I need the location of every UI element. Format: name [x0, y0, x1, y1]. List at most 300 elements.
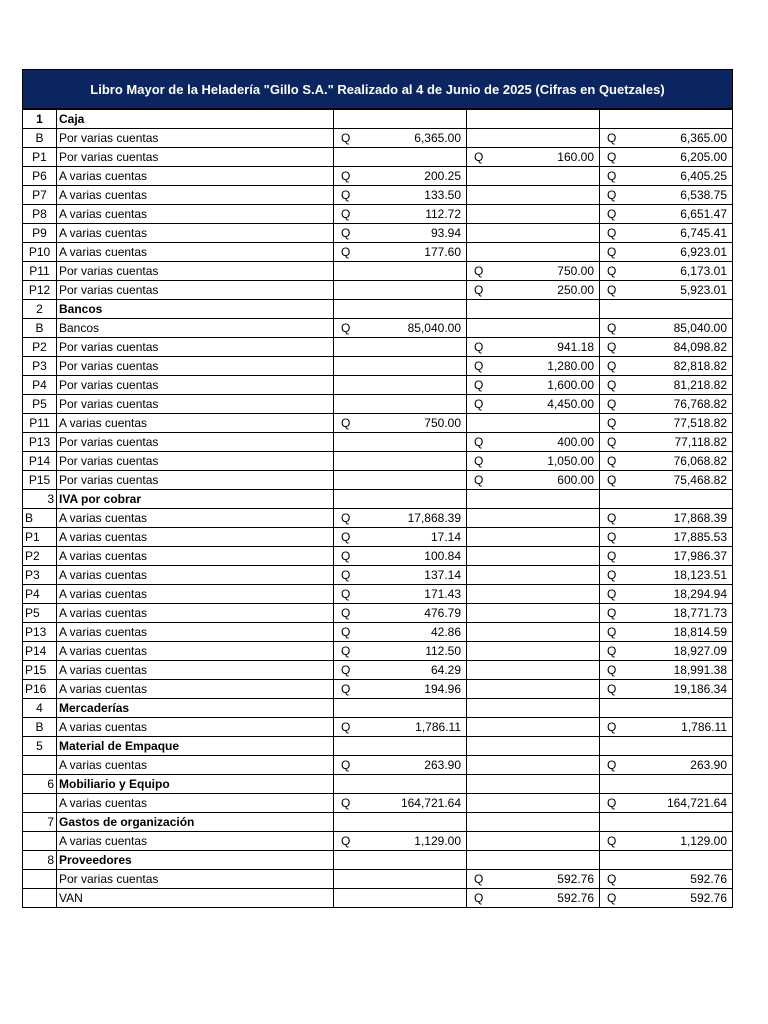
debe-cell — [334, 509, 467, 528]
debe-cell — [334, 813, 467, 832]
amount-value: 133.50 — [424, 188, 461, 202]
saldo-cell — [600, 737, 733, 756]
debe-cell — [334, 661, 467, 680]
debe-cell — [334, 870, 467, 889]
entry-description: Por varias cuentas — [57, 870, 334, 889]
entry-reference: P10 — [23, 243, 57, 262]
saldo-cell — [600, 281, 733, 300]
saldo-cell — [600, 452, 733, 471]
entry-description: A varias cuentas — [57, 186, 334, 205]
account-header-row — [23, 851, 733, 870]
debe-cell — [334, 433, 467, 452]
ledger-entry-row — [23, 528, 733, 547]
account-name: Mobiliario y Equipo — [57, 775, 334, 794]
amount-value: 84,098.82 — [673, 340, 727, 354]
amount-value: 476.79 — [424, 606, 461, 620]
amount-value: 6,365.00 — [414, 131, 461, 145]
amount-value: 42.86 — [430, 625, 461, 639]
amount-value: 18,814.59 — [673, 625, 727, 639]
debe-cell — [334, 281, 467, 300]
currency-symbol: Q — [474, 872, 484, 886]
entry-description: Por varias cuentas — [57, 471, 334, 490]
ledger-entry-row — [23, 319, 733, 338]
entry-reference: P7 — [23, 186, 57, 205]
currency-symbol: Q — [607, 644, 617, 658]
entry-reference: P4 — [23, 376, 57, 395]
amount-value: 17,986.37 — [673, 549, 727, 563]
account-name: Mercaderías — [57, 699, 334, 718]
debe-cell — [334, 148, 467, 167]
entry-reference — [23, 832, 57, 851]
haber-cell — [467, 490, 600, 509]
amount-value: 263.90 — [690, 758, 727, 772]
ledger-sheet — [22, 69, 733, 908]
currency-symbol: Q — [341, 796, 351, 810]
currency-symbol: Q — [341, 530, 351, 544]
entry-reference — [23, 756, 57, 775]
saldo-cell — [600, 604, 733, 623]
ledger-entry-row — [23, 756, 733, 775]
saldo-cell — [600, 661, 733, 680]
entry-reference: B — [23, 718, 57, 737]
amount-value: 112.72 — [425, 207, 461, 221]
currency-symbol: Q — [607, 511, 617, 525]
entry-reference: P5 — [23, 395, 57, 414]
saldo-cell — [600, 205, 733, 224]
currency-symbol: Q — [607, 378, 617, 392]
entry-description: A varias cuentas — [57, 642, 334, 661]
haber-cell — [467, 718, 600, 737]
currency-symbol: Q — [607, 207, 617, 221]
haber-cell — [467, 566, 600, 585]
entry-reference: P16 — [23, 680, 57, 699]
debe-cell — [334, 414, 467, 433]
currency-symbol: Q — [607, 872, 617, 886]
debe-cell — [334, 376, 467, 395]
debe-cell — [334, 623, 467, 642]
amount-value: 4,450.00 — [547, 397, 594, 411]
currency-symbol: Q — [607, 549, 617, 563]
haber-cell — [467, 737, 600, 756]
saldo-cell — [600, 870, 733, 889]
currency-symbol: Q — [341, 758, 351, 772]
entry-description: Por varias cuentas — [57, 338, 334, 357]
ledger-entry-row — [23, 376, 733, 395]
amount-value: 112.50 — [425, 644, 461, 658]
currency-symbol: Q — [607, 796, 617, 810]
currency-symbol: Q — [341, 834, 351, 848]
amount-value: 1,786.11 — [415, 720, 461, 734]
saldo-cell — [600, 756, 733, 775]
currency-symbol: Q — [474, 264, 484, 278]
debe-cell — [334, 775, 467, 794]
debe-cell — [334, 604, 467, 623]
haber-cell — [467, 357, 600, 376]
saldo-cell — [600, 490, 733, 509]
ledger-entry-row — [23, 794, 733, 813]
amount-value: 93.94 — [430, 226, 461, 240]
account-number: 7 — [23, 813, 57, 832]
haber-cell — [467, 129, 600, 148]
currency-symbol: Q — [474, 359, 484, 373]
saldo-cell — [600, 813, 733, 832]
amount-value: 1,129.00 — [680, 834, 727, 848]
currency-symbol: Q — [607, 283, 617, 297]
currency-symbol: Q — [341, 245, 351, 259]
haber-cell — [467, 167, 600, 186]
debe-cell — [334, 547, 467, 566]
currency-symbol: Q — [607, 891, 617, 905]
amount-value: 75,468.82 — [673, 473, 727, 487]
currency-symbol: Q — [607, 131, 617, 145]
saldo-cell — [600, 889, 733, 908]
haber-cell — [467, 756, 600, 775]
entry-description: A varias cuentas — [57, 794, 334, 813]
ledger-entry-row — [23, 661, 733, 680]
ledger-entry-row — [23, 224, 733, 243]
currency-symbol: Q — [341, 188, 351, 202]
amount-value: 18,123.51 — [673, 568, 727, 582]
amount-value: 164,721.64 — [666, 796, 727, 810]
haber-cell — [467, 604, 600, 623]
haber-cell — [467, 281, 600, 300]
entry-reference: P13 — [23, 623, 57, 642]
currency-symbol: Q — [607, 473, 617, 487]
amount-value: 177.60 — [424, 245, 461, 259]
saldo-cell — [600, 680, 733, 699]
amount-value: 250.00 — [557, 283, 594, 297]
debe-cell — [334, 889, 467, 908]
amount-value: 18,991.38 — [673, 663, 727, 677]
entry-description: Por varias cuentas — [57, 376, 334, 395]
amount-value: 592.76 — [690, 891, 727, 905]
entry-description: A varias cuentas — [57, 680, 334, 699]
haber-cell — [467, 262, 600, 281]
entry-reference: P3 — [23, 566, 57, 585]
haber-cell — [467, 186, 600, 205]
entry-reference: P14 — [23, 642, 57, 661]
currency-symbol: Q — [341, 663, 351, 677]
haber-cell — [467, 376, 600, 395]
saldo-cell — [600, 547, 733, 566]
saldo-cell — [600, 623, 733, 642]
entry-reference: B — [23, 509, 57, 528]
saldo-cell — [600, 585, 733, 604]
account-number: 5 — [23, 737, 57, 756]
entry-reference: P4 — [23, 585, 57, 604]
debe-cell — [334, 243, 467, 262]
currency-symbol: Q — [341, 587, 351, 601]
saldo-cell — [600, 699, 733, 718]
ledger-entry-row — [23, 471, 733, 490]
entry-reference: P2 — [23, 547, 57, 566]
account-name: Proveedores — [57, 851, 334, 870]
haber-cell — [467, 433, 600, 452]
ledger-entry-row — [23, 148, 733, 167]
entry-description: A varias cuentas — [57, 604, 334, 623]
entry-reference: P1 — [23, 148, 57, 167]
haber-cell — [467, 452, 600, 471]
amount-value: 1,600.00 — [547, 378, 594, 392]
saldo-cell — [600, 319, 733, 338]
ledger-entry-row — [23, 186, 733, 205]
debe-cell — [334, 205, 467, 224]
saldo-cell — [600, 338, 733, 357]
debe-cell — [334, 338, 467, 357]
debe-cell — [334, 129, 467, 148]
haber-cell — [467, 870, 600, 889]
account-header-row — [23, 490, 733, 509]
ledger-entry-row — [23, 642, 733, 661]
haber-cell — [467, 832, 600, 851]
ledger-entry-row — [23, 623, 733, 642]
saldo-cell — [600, 395, 733, 414]
haber-cell — [467, 110, 600, 129]
entry-reference — [23, 870, 57, 889]
haber-cell — [467, 300, 600, 319]
amount-value: 18,294.94 — [673, 587, 727, 601]
entry-description: A varias cuentas — [57, 718, 334, 737]
entry-reference: B — [23, 129, 57, 148]
amount-value: 6,173.01 — [680, 264, 727, 278]
currency-symbol: Q — [474, 891, 484, 905]
amount-value: 171.43 — [424, 587, 461, 601]
amount-value: 19,186.34 — [673, 682, 727, 696]
currency-symbol: Q — [607, 758, 617, 772]
haber-cell — [467, 338, 600, 357]
entry-reference: P5 — [23, 604, 57, 623]
currency-symbol: Q — [341, 625, 351, 639]
haber-cell — [467, 813, 600, 832]
amount-value: 100.84 — [424, 549, 461, 563]
account-name: Gastos de organización — [57, 813, 334, 832]
saldo-cell — [600, 509, 733, 528]
currency-symbol: Q — [607, 416, 617, 430]
saldo-cell — [600, 376, 733, 395]
ledger-title: Libro Mayor de la Heladería "Gillo S.A." Realizado al 4 de Junio de 2025 (Cifras en Quetzales) — [22, 69, 733, 109]
ledger-table — [22, 109, 733, 908]
currency-symbol: Q — [607, 682, 617, 696]
entry-reference: P3 — [23, 357, 57, 376]
currency-symbol: Q — [607, 454, 617, 468]
ledger-entry-row — [23, 566, 733, 585]
saldo-cell — [600, 148, 733, 167]
saldo-cell — [600, 775, 733, 794]
currency-symbol: Q — [607, 587, 617, 601]
saldo-cell — [600, 110, 733, 129]
entry-description: A varias cuentas — [57, 528, 334, 547]
amount-value: 941.18 — [557, 340, 594, 354]
account-header-row — [23, 737, 733, 756]
amount-value: 18,927.09 — [673, 644, 727, 658]
entry-description: Por varias cuentas — [57, 129, 334, 148]
entry-description: A varias cuentas — [57, 566, 334, 585]
ledger-body — [23, 110, 733, 908]
ledger-entry-row — [23, 585, 733, 604]
debe-cell — [334, 566, 467, 585]
debe-cell — [334, 452, 467, 471]
entry-description: Por varias cuentas — [57, 395, 334, 414]
currency-symbol: Q — [474, 435, 484, 449]
entry-description: A varias cuentas — [57, 547, 334, 566]
haber-cell — [467, 642, 600, 661]
amount-value: 160.00 — [557, 150, 594, 164]
currency-symbol: Q — [607, 720, 617, 734]
haber-cell — [467, 395, 600, 414]
amount-value: 592.76 — [690, 872, 727, 886]
amount-value: 164,721.64 — [400, 796, 461, 810]
currency-symbol: Q — [474, 397, 484, 411]
currency-symbol: Q — [607, 340, 617, 354]
account-number: 4 — [23, 699, 57, 718]
entry-description: A varias cuentas — [57, 509, 334, 528]
currency-symbol: Q — [607, 663, 617, 677]
ledger-entry-row — [23, 357, 733, 376]
currency-symbol: Q — [607, 321, 617, 335]
amount-value: 17,868.39 — [407, 511, 461, 525]
debe-cell — [334, 395, 467, 414]
debe-cell — [334, 528, 467, 547]
entry-description: Por varias cuentas — [57, 262, 334, 281]
saldo-cell — [600, 433, 733, 452]
haber-cell — [467, 414, 600, 433]
debe-cell — [334, 642, 467, 661]
debe-cell — [334, 832, 467, 851]
ledger-entry-row — [23, 870, 733, 889]
amount-value: 17.14 — [430, 530, 461, 544]
currency-symbol: Q — [341, 321, 351, 335]
haber-cell — [467, 319, 600, 338]
currency-symbol: Q — [474, 378, 484, 392]
amount-value: 6,923.01 — [680, 245, 727, 259]
ledger-entry-row — [23, 338, 733, 357]
currency-symbol: Q — [607, 169, 617, 183]
ledger-entry-row — [23, 129, 733, 148]
entry-description: A varias cuentas — [57, 756, 334, 775]
account-header-row — [23, 775, 733, 794]
ledger-entry-row — [23, 452, 733, 471]
account-number: 1 — [23, 110, 57, 129]
amount-value: 1,129.00 — [414, 834, 461, 848]
amount-value: 1,050.00 — [547, 454, 594, 468]
account-number: 2 — [23, 300, 57, 319]
currency-symbol: Q — [341, 131, 351, 145]
ledger-entry-row — [23, 509, 733, 528]
ledger-entry-row — [23, 167, 733, 186]
entry-description: A varias cuentas — [57, 224, 334, 243]
entry-reference: P14 — [23, 452, 57, 471]
haber-cell — [467, 547, 600, 566]
debe-cell — [334, 186, 467, 205]
haber-cell — [467, 775, 600, 794]
debe-cell — [334, 756, 467, 775]
saldo-cell — [600, 471, 733, 490]
entry-description: A varias cuentas — [57, 623, 334, 642]
amount-value: 77,118.82 — [674, 435, 727, 449]
haber-cell — [467, 661, 600, 680]
amount-value: 6,538.75 — [680, 188, 727, 202]
ledger-entry-row — [23, 243, 733, 262]
ledger-entry-row — [23, 395, 733, 414]
amount-value: 6,651.47 — [680, 207, 727, 221]
saldo-cell — [600, 851, 733, 870]
currency-symbol: Q — [341, 511, 351, 525]
entry-description: A varias cuentas — [57, 205, 334, 224]
amount-value: 17,885.53 — [673, 530, 727, 544]
entry-description: A varias cuentas — [57, 585, 334, 604]
debe-cell — [334, 680, 467, 699]
ledger-entry-row — [23, 433, 733, 452]
haber-cell — [467, 509, 600, 528]
account-name: Material de Empaque — [57, 737, 334, 756]
currency-symbol: Q — [474, 454, 484, 468]
debe-cell — [334, 851, 467, 870]
currency-symbol: Q — [607, 264, 617, 278]
account-name: Caja — [57, 110, 334, 129]
debe-cell — [334, 167, 467, 186]
currency-symbol: Q — [474, 283, 484, 297]
entry-description: Por varias cuentas — [57, 281, 334, 300]
currency-symbol: Q — [607, 834, 617, 848]
saldo-cell — [600, 300, 733, 319]
debe-cell — [334, 699, 467, 718]
debe-cell — [334, 224, 467, 243]
entry-description: A varias cuentas — [57, 243, 334, 262]
ledger-entry-row — [23, 205, 733, 224]
ledger-entry-row — [23, 680, 733, 699]
saldo-cell — [600, 357, 733, 376]
ledger-entry-row — [23, 262, 733, 281]
entry-reference: B — [23, 319, 57, 338]
saldo-cell — [600, 167, 733, 186]
currency-symbol: Q — [474, 150, 484, 164]
debe-cell — [334, 471, 467, 490]
debe-cell — [334, 319, 467, 338]
entry-reference: P12 — [23, 281, 57, 300]
currency-symbol: Q — [607, 530, 617, 544]
amount-value: 6,405.25 — [680, 169, 727, 183]
entry-reference: P8 — [23, 205, 57, 224]
saldo-cell — [600, 718, 733, 737]
saldo-cell — [600, 243, 733, 262]
entry-reference: P11 — [23, 262, 57, 281]
amount-value: 77,518.82 — [673, 416, 727, 430]
entry-description: VAN — [57, 889, 334, 908]
account-header-row — [23, 699, 733, 718]
amount-value: 600.00 — [557, 473, 594, 487]
saldo-cell — [600, 832, 733, 851]
ledger-entry-row — [23, 832, 733, 851]
currency-symbol: Q — [474, 340, 484, 354]
currency-symbol: Q — [341, 568, 351, 582]
saldo-cell — [600, 528, 733, 547]
amount-value: 6,365.00 — [680, 131, 727, 145]
account-name: IVA por cobrar — [57, 490, 334, 509]
currency-symbol: Q — [607, 188, 617, 202]
entry-reference: P11 — [23, 414, 57, 433]
saldo-cell — [600, 129, 733, 148]
haber-cell — [467, 699, 600, 718]
currency-symbol: Q — [341, 549, 351, 563]
entry-description: A varias cuentas — [57, 832, 334, 851]
entry-description: Por varias cuentas — [57, 148, 334, 167]
account-number: 3 — [23, 490, 57, 509]
currency-symbol: Q — [341, 644, 351, 658]
amount-value: 1,786.11 — [681, 720, 727, 734]
currency-symbol: Q — [341, 720, 351, 734]
currency-symbol: Q — [474, 473, 484, 487]
haber-cell — [467, 794, 600, 813]
